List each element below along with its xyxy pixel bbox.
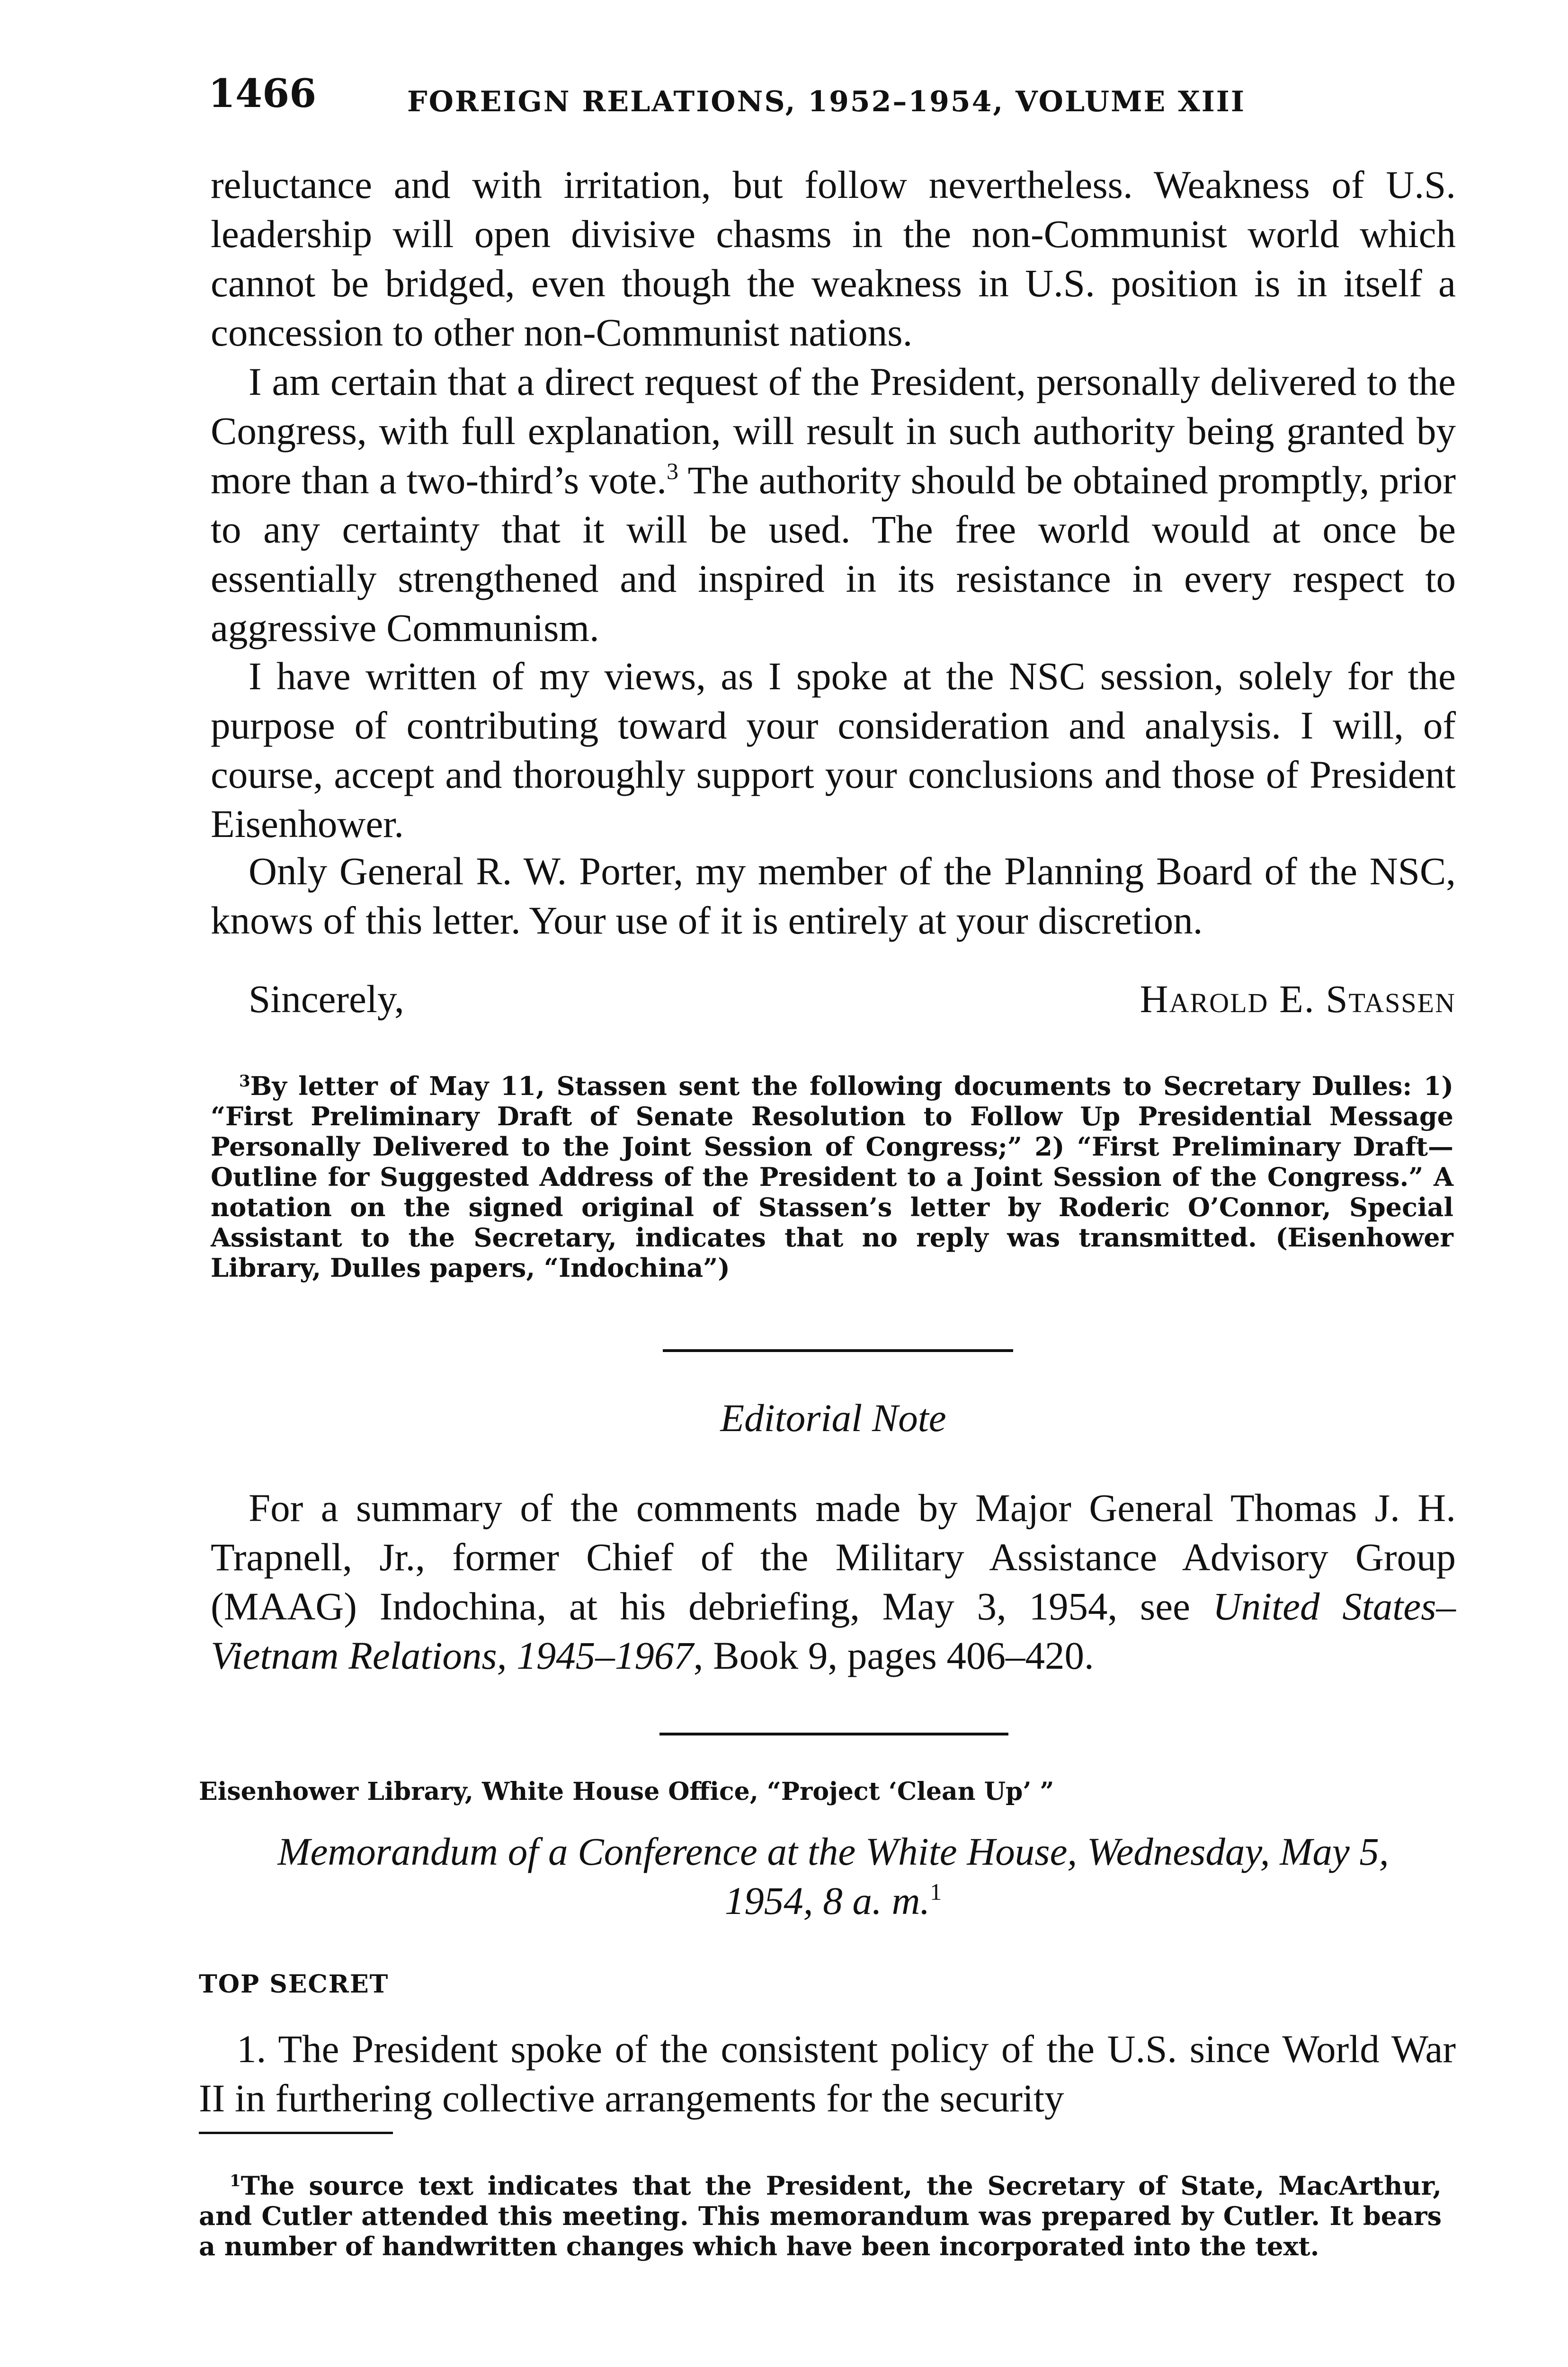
footnote-1-marker: 1: [230, 2171, 241, 2190]
source-line: Eisenhower Library, White House Office, “Project ‘Clean Up’ ”: [199, 1777, 1054, 1806]
page-header: [208, 71, 1458, 128]
page-number: 1466: [208, 71, 317, 116]
editorial-note-text-main: For a summary of the comments made by Major General Thomas J. H. Trapnell, Jr., former Chief of the Military Assistance Advisory Group (MAAG) Indochina, at his debriefing, May 3, 1954, see: [211, 1486, 1456, 1628]
footnote-ref-1: 1: [930, 1878, 942, 1905]
footnote-ref-3: 3: [666, 458, 678, 484]
signer-name: Harold E. Stassen: [1140, 977, 1456, 1021]
running-head: FOREIGN RELATIONS, 1952–1954, VOLUME XIII: [407, 85, 1246, 118]
section-divider: [663, 1349, 1013, 1352]
letter-paragraph-porter: Only General R. W. Porter, my member of the Planning Board of the NSC, knows of this letter. Your use of it is entirely at your discretion.: [211, 849, 1456, 942]
letter-request-text: I am certain that a direct request of the President, personally delivered to the Congress, with full explanation, will result in such authority being granted by more than a two-third’s vote.: [211, 360, 1456, 502]
editorial-note-heading: Editorial Note: [720, 1396, 946, 1440]
letter-paragraph-views: I have written of my views, as I spoke at the NSC session, solely for the purpose of contributing toward your consideration and analysis. I will, of course, accept and thoroughly support your conclusions and those of President Eisenhower.: [211, 654, 1456, 845]
letter-paragraph-request: [211, 357, 1456, 652]
footnote-divider: [199, 2132, 393, 2134]
memorandum-title-text: Memorandum of a Conference at the White House, Wednesday, May 5, 1954, 8 a. m.: [277, 1830, 1389, 1922]
letter-request-text-cont: The authority should be obtained promptly, prior to any certainty that it will be used. The free world would at once be essentially strengthened and inspired in its resistance in every respect to aggressive Communism.: [211, 458, 1456, 650]
citation-title: United States–Vietnam Relations, 1945–1967: [211, 1584, 1456, 1677]
memorandum-paragraph-1: 1. The President spoke of the consistent policy of the U.S. since World War II in furthering collective arrangements for the security: [199, 2027, 1456, 2120]
letter-paragraph-continuation: reluctance and with irritation, but follow nevertheless. Weakness of U.S. leadership will open divisive chasms in the non-Communist world which cannot be bridged, even though the weakness in U.S. position is in itself a concession to other non-Communist nations.: [211, 163, 1456, 354]
footnote-3-text: By letter of May 11, Stassen sent the following documents to Secretary Dulles: 1) “First Preliminary Draft of Senate Resolution to Follow Up Presidential Message Personally Delivered to the Joint Session of Congress;” 2) “First Preliminary Draft—Outline for Suggested Address of the President to a Joint Session of the Congress.” A notation on the signed original of Stassen’s letter by Roderic O’Connor, Special Assistant to the Secretary, indicates that no reply was transmitted. (Eisenhower Library, Dulles papers, “Indochina”): [211, 1071, 1453, 1283]
footnote-3: [211, 1066, 1453, 1283]
closing: Sincerely,: [249, 977, 404, 1021]
footnote-3-marker: 3: [239, 1072, 250, 1091]
footnote-1: [199, 2166, 1442, 2261]
memorandum-title: [246, 1827, 1420, 1925]
footnote-1-text: The source text indicates that the President, the Secretary of State, MacArthur, and Cutler attended this meeting. This memorandum was prepared by Cutler. It bears a number of handwritten changes which have been incorporated into the text.: [199, 2171, 1442, 2261]
editorial-note-text: [211, 1483, 1456, 1680]
signature-block: [249, 974, 1456, 1023]
section-divider: [659, 1733, 1008, 1735]
editorial-note-text-tail: , Book 9, pages 406–420.: [693, 1634, 1094, 1677]
classification-label: TOP SECRET: [199, 1970, 389, 1999]
